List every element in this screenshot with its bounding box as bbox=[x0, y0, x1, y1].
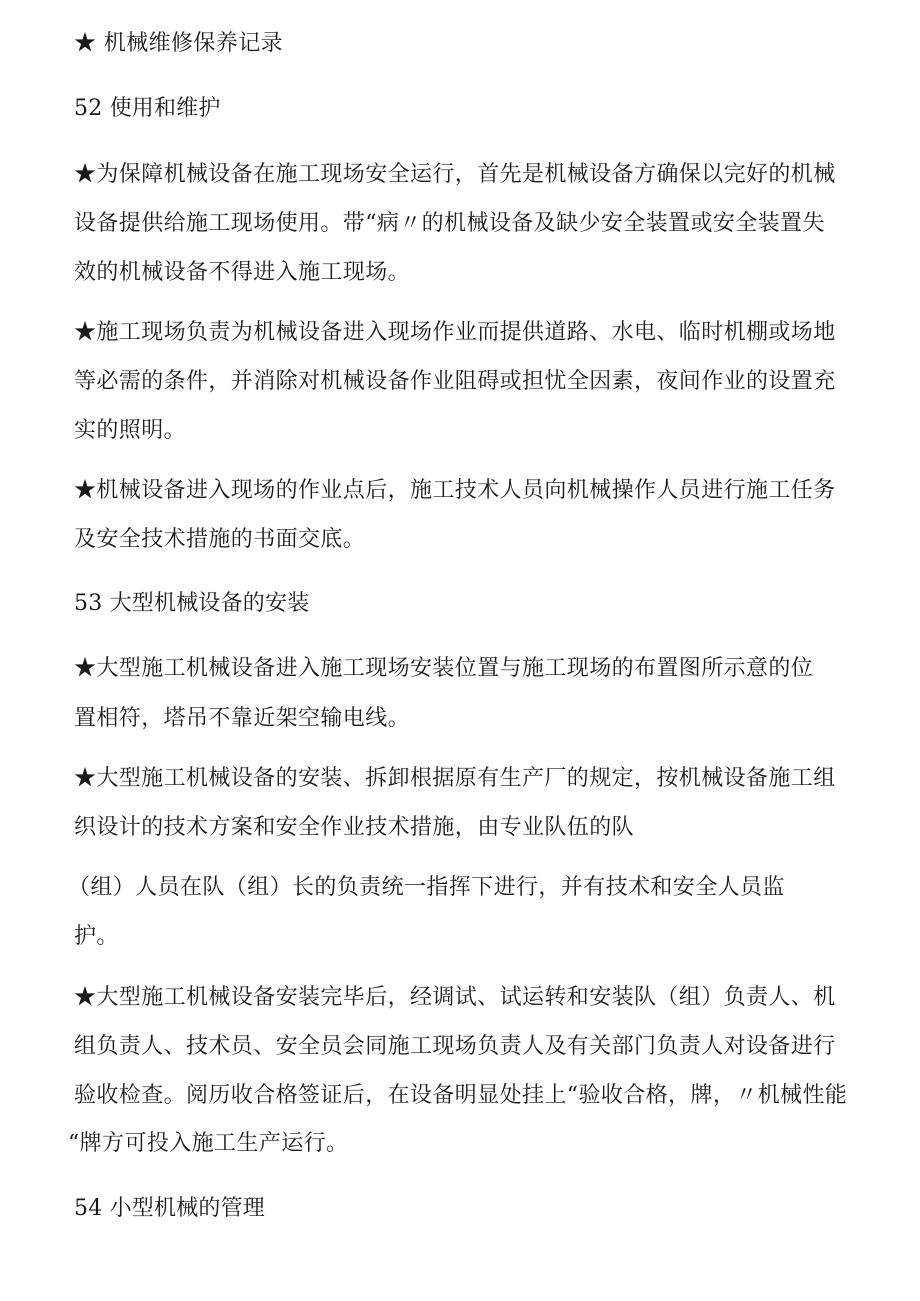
paragraph-line: 及安全技术措施的书面交底。 bbox=[74, 527, 366, 552]
paragraph-line: 织设计的技术方案和安全作业技术措施，由专业队伍的队 bbox=[74, 815, 635, 840]
paragraph-line: ★大型施工机械设备的安装、拆卸根据原有生产厂的规定，按机械设备施工组 bbox=[74, 766, 836, 791]
paragraph-line: 设备提供给施工现场使用。带“病〃的机械设备及缺少安全装置或安全装置失 bbox=[74, 211, 825, 236]
paragraph-line: ★施工现场负责为机械设备进入现场作业而提供道路、水电、临时机棚或场地 bbox=[74, 320, 836, 345]
paragraph-line: （组）人员在队（组）长的负责统一指挥下进行，并有技术和安全人员监 bbox=[68, 875, 785, 900]
paragraph-line: 置相符，塔吊不靠近架空输电线。 bbox=[74, 706, 411, 731]
heading-53-large-machinery-installation: 53 大型机械设备的安装 bbox=[74, 591, 310, 616]
paragraph-line: ★为保障机械设备在施工现场安全运行，首先是机械设备方确保以完好的机械 bbox=[74, 162, 836, 187]
paragraph-line: 效的机械设备不得进入施工现场。 bbox=[74, 260, 411, 285]
section-line-maintenance-record: ★ 机械维修保养记录 bbox=[74, 31, 283, 56]
paragraph-line: 实的照明。 bbox=[74, 418, 187, 443]
paragraph-line: 等必需的条件，并消除对机械设备作业阻碍或担忧全因素，夜间作业的设置充 bbox=[74, 369, 836, 394]
paragraph-line: “牌方可投入施工生产运行。 bbox=[68, 1131, 349, 1156]
paragraph-line: 护。 bbox=[74, 924, 119, 949]
heading-54-small-machinery-management: 54 小型机械的管理 bbox=[74, 1196, 265, 1221]
paragraph-line: 验收检查。阅历收合格签证后，在设备明显处挂上“验收合格，牌，〃机械性能 bbox=[74, 1083, 848, 1108]
paragraph-line: 组负责人、技术员、安全员会同施工现场负责人及有关部门负责人对设备进行 bbox=[74, 1034, 836, 1059]
paragraph-line: ★大型施工机械设备进入施工现场安装位置与施工现场的布置图所示意的位 bbox=[74, 656, 814, 681]
paragraph-line: ★大型施工机械设备安装完毕后，经调试、试运转和安装队（组）负责人、机 bbox=[74, 985, 836, 1010]
paragraph-line: ★机械设备进入现场的作业点后，施工技术人员向机械操作人员进行施工任务 bbox=[74, 478, 836, 503]
heading-52-use-and-maintenance: 52 使用和维护 bbox=[74, 96, 221, 121]
